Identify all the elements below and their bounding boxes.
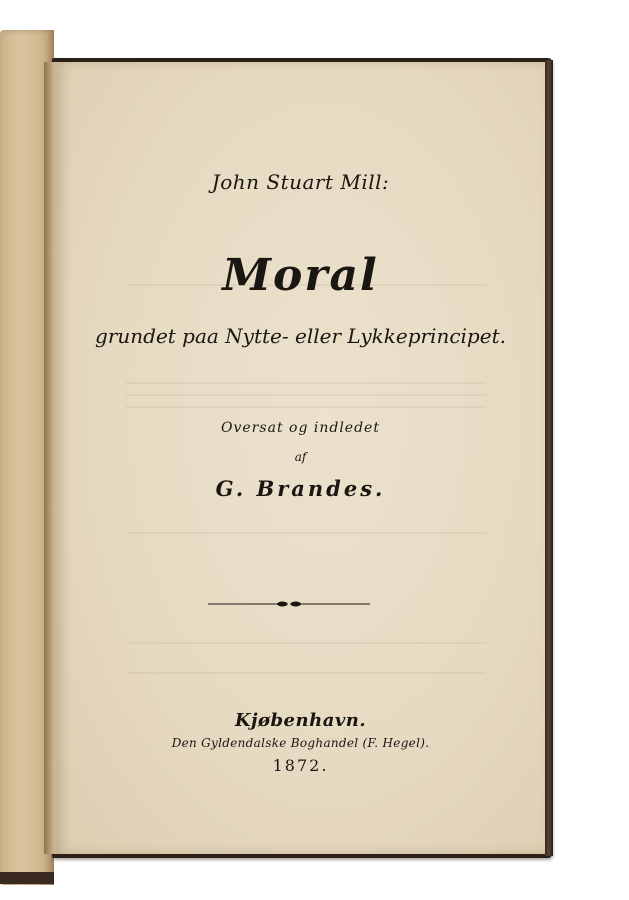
book-subtitle: grundet paa Nytte- eller Lykkeprincipet. — [95, 324, 506, 348]
translator-name: G. Brandes. — [215, 476, 386, 501]
author-line: John Stuart Mill: — [211, 170, 390, 194]
publication-year: 1872. — [272, 756, 329, 775]
ornament-rule-icon — [206, 598, 372, 610]
show-through-line — [126, 406, 486, 408]
show-through-line — [126, 394, 486, 396]
by-line: af — [294, 450, 307, 464]
show-through-line — [126, 642, 486, 644]
translated-line: Oversat og indledet — [221, 420, 380, 436]
book-title: Moral — [222, 250, 379, 301]
show-through-line — [126, 672, 486, 674]
publisher-line: Den Gyldendalske Boghandel (F. Hegel). — [171, 736, 430, 750]
show-through-line — [126, 532, 486, 534]
cover-fore-edge — [545, 60, 553, 856]
left-cover-bottom-edge — [0, 872, 54, 884]
publication-city: Kjøbenhavn. — [234, 710, 367, 731]
show-through-line — [126, 382, 486, 384]
title-page — [56, 62, 545, 854]
